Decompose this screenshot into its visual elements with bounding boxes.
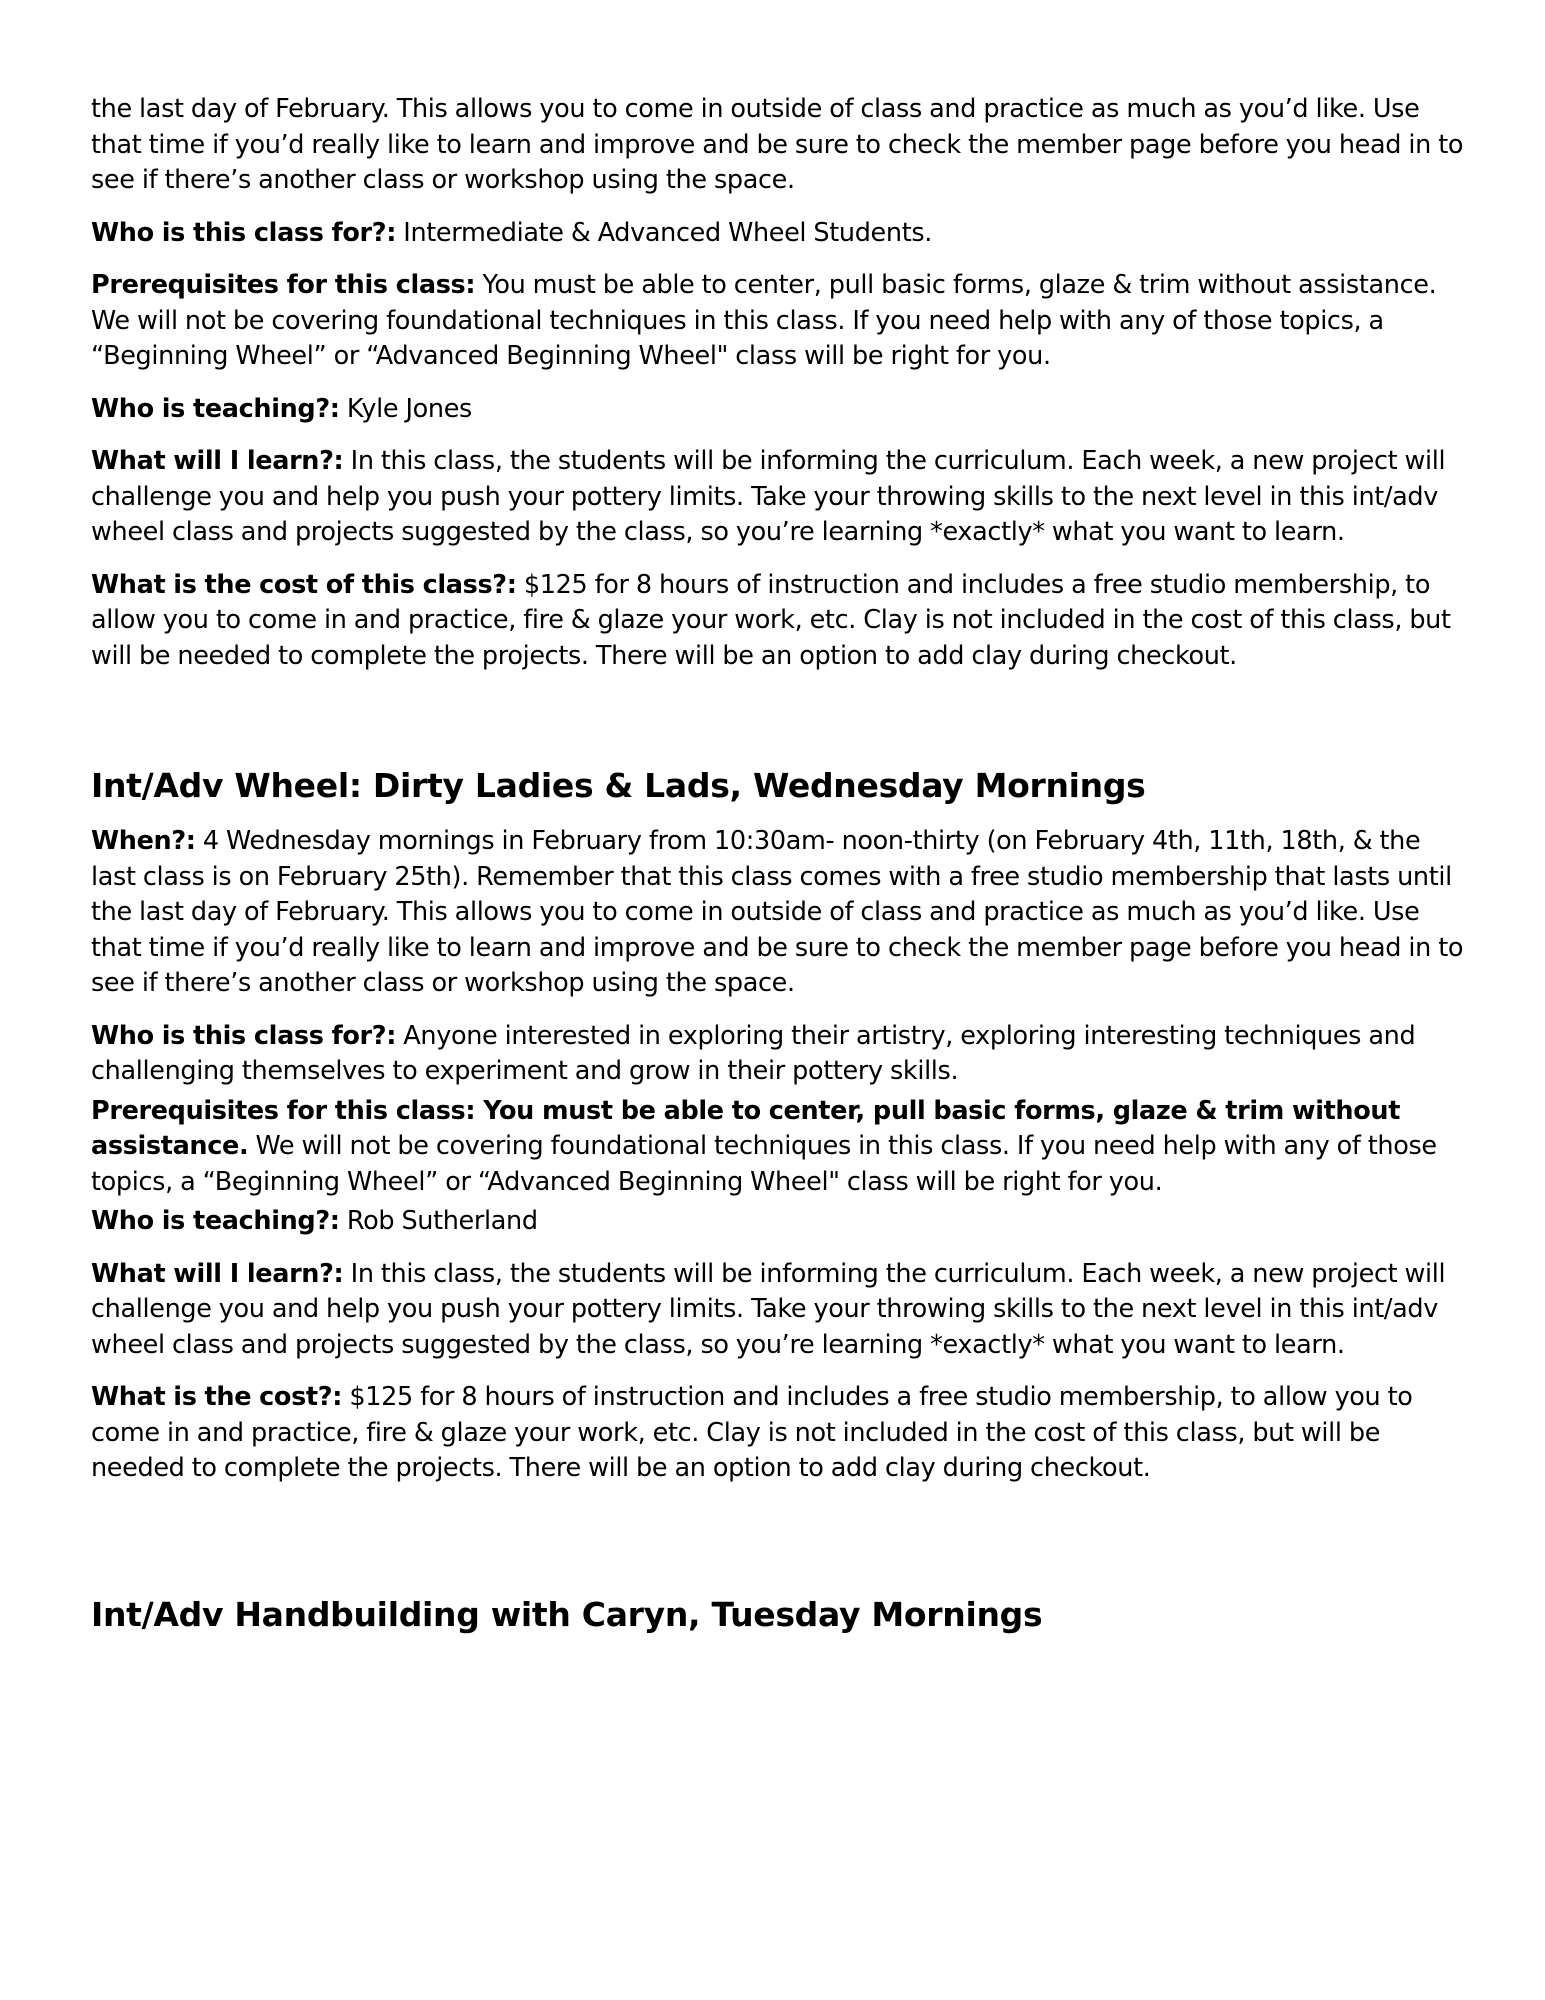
- wed-prerequisites-text: We will not be covering foundational techniques in this class. If you need help with any of those topics, a “Beginning Wheel” or “Advanced Beginning Wheel" class will be right for you.: [91, 1131, 1437, 1197]
- wed-teacher-text: Rob Sutherland: [339, 1206, 538, 1236]
- wed-when-text: 4 Wednesday mornings in February from 10:30am- noon-thirty (on February 4th, 11th, 18th, & the last class is on February 25th). Remember that this class comes with a free studio membership that lasts until the last day of February. This allows you to come in outside of class and practice as much as you’d like. Use that time if you’d really like to learn and improve and be sure to check the member page before you head in to see if there’s another class or workshop using the space.: [91, 826, 1464, 998]
- prev-prerequisites-label: Prerequisites for this class:: [91, 270, 476, 300]
- wed-when-label: When?:: [91, 826, 196, 856]
- prev-cost: [91, 568, 1471, 675]
- wed-cost-label: What is the cost?:: [91, 1382, 343, 1412]
- wed-cost: [91, 1380, 1471, 1487]
- wednesday-class-title: Int/Adv Wheel: Dirty Ladies & Lads, Wednesday Mornings: [91, 766, 1146, 805]
- prev-prerequisites-text: You must be able to center, pull basic forms, glaze & trim without assistance. We will not be covering foundational techniques in this class. If you need help with any of those topics, a “Beginning Wheel” or “Advanced Beginning Wheel" class will be right for you.: [91, 270, 1437, 371]
- wed-when: [91, 824, 1471, 1002]
- wed-prerequisites: [91, 1094, 1471, 1201]
- wed-prerequisites-label: Prerequisites for this class: You must be able to center, pull basic forms, glaze & trim without assistance.: [91, 1095, 1401, 1161]
- prev-who-for-label: Who is this class for?:: [91, 217, 397, 248]
- prev-teacher: [91, 392, 1471, 428]
- wed-who-for-text: Anyone interested in exploring their artistry, exploring interesting techniques and challenging themselves to experiment and grow in their pottery skills.: [91, 1020, 1416, 1086]
- wed-teacher: [91, 1204, 1471, 1240]
- document-page: [91, 92, 1471, 1635]
- intro-paragraph: the last day of February. This allows you to come in outside of class and practice as much as you’d like. Use that time if you’d really like to learn and improve and be sure to check the member page before you head in to see if there’s another class or workshop using the space.: [91, 94, 1464, 195]
- wed-who-for-label: Who is this class for?:: [91, 1020, 397, 1051]
- prev-teacher-text: Kyle Jones: [339, 393, 472, 424]
- wed-learn: [91, 1257, 1471, 1364]
- prev-cost-text: $125 for 8 hours of instruction and includes a free studio membership, to allow you to come in and practice, fire & glaze your work, etc. Clay is not included in the cost of this class, but will be needed to complete the projects. There will be an option to add clay during checkout.: [91, 569, 1451, 671]
- prev-prerequisites: [91, 268, 1471, 375]
- prev-teacher-label: Who is teaching?:: [91, 393, 340, 424]
- wed-learn-text: In this class, the students will be informing the curriculum. Each week, a new project will challenge you and help you push your pottery limits. Take your throwing skills to the next level in this int/adv wheel class and projects suggested by the class, so you’re learning *exactly* what you want to learn.: [91, 1258, 1446, 1360]
- prev-who-for-text: Intermediate & Advanced Wheel Students.: [396, 217, 933, 248]
- prev-learn: [91, 444, 1471, 551]
- prev-learn-label: What will I learn?:: [91, 446, 344, 476]
- prev-cost-label: What is the cost of this class?:: [91, 569, 517, 600]
- wed-teacher-label: Who is teaching?:: [91, 1206, 340, 1236]
- prev-who-for: [91, 216, 1471, 252]
- wed-who-for: [91, 1019, 1471, 1090]
- wed-learn-label: What will I learn?:: [91, 1258, 344, 1289]
- prev-learn-text: In this class, the students will be informing the curriculum. Each week, a new project will challenge you and help you push your pottery limits. Take your throwing skills to the next level in this int/adv wheel class and projects suggested by the class, so you’re learning *exactly* what you want to learn.: [91, 446, 1446, 547]
- wed-cost-text: $125 for 8 hours of instruction and includes a free studio membership, to allow you to come in and practice, fire & glaze your work, etc. Clay is not included in the cost of this class, but will be needed to complete the projects. There will be an option to add clay during checkout.: [91, 1382, 1413, 1483]
- tuesday-class-title: Int/Adv Handbuilding with Caryn, Tuesday Mornings: [91, 1594, 1043, 1634]
